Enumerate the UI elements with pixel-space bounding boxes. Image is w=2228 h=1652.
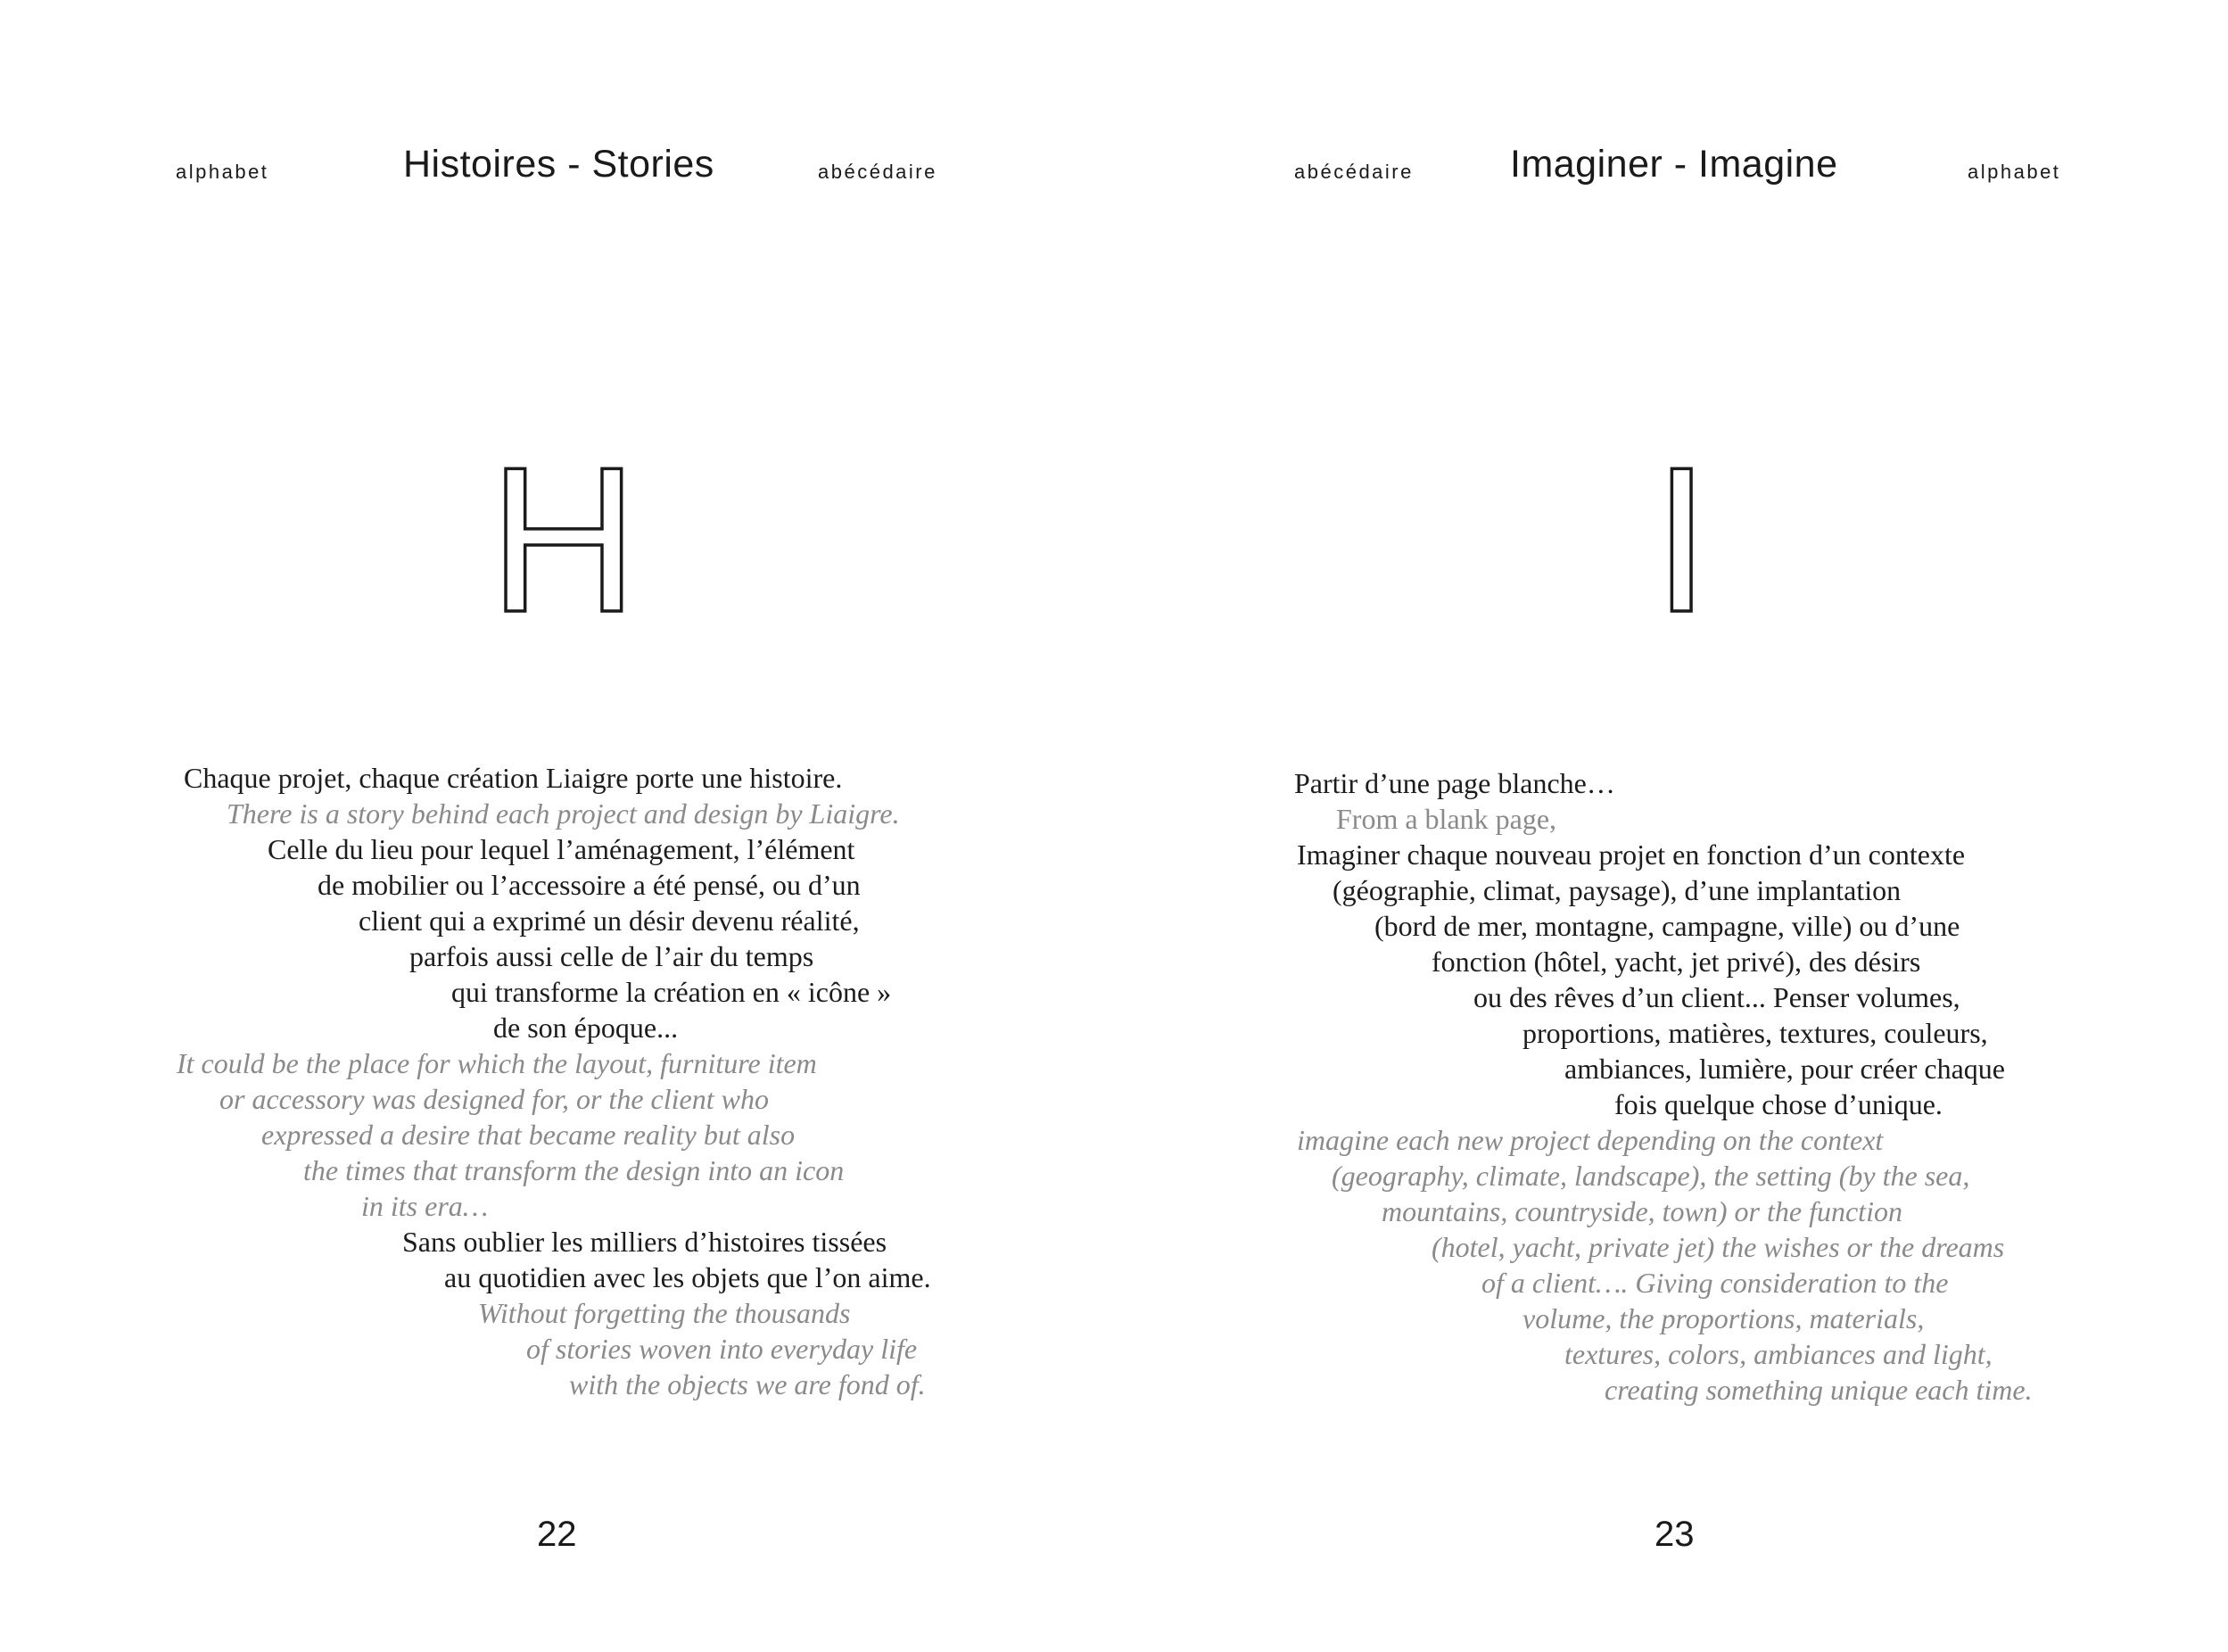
text-line: From a blank page,: [1336, 803, 1557, 835]
text-line: fois quelque chose d’unique.: [1614, 1088, 1943, 1120]
text-line: with the objects we are fond of.: [569, 1368, 926, 1400]
text-line: de mobilier ou l’accessoire a été pensé, ou d’un: [318, 869, 861, 901]
text-line: fonction (hôtel, yacht, jet privé), des désirs: [1432, 946, 1921, 978]
text-line: client qui a exprimé un désir devenu réalité,: [359, 904, 860, 937]
header-left-label: abécédaire: [1294, 161, 1414, 183]
text-line: the times that transform the design into an icon: [303, 1154, 845, 1186]
text-line: de son époque...: [493, 1012, 679, 1044]
header-right-label: alphabet: [1968, 161, 2061, 183]
outline-letter: H: [489, 425, 639, 656]
text-line: Without forgetting the thousands: [478, 1297, 851, 1329]
text-line: (géographie, climat, paysage), d’une implantation: [1333, 874, 1902, 906]
text-line: ou des rêves d’un client... Penser volumes,: [1473, 981, 1960, 1013]
header-left-label: alphabet: [176, 161, 269, 183]
text-line: volume, the proportions, materials,: [1522, 1302, 1925, 1334]
text-line: creating something unique each time.: [1605, 1374, 2033, 1406]
text-line: parfois aussi celle de l’air du temps: [409, 940, 814, 972]
text-line: au quotidien avec les objets que l’on aime.: [444, 1261, 931, 1293]
text-line: Partir d’une page blanche…: [1294, 767, 1615, 799]
text-line: Sans oublier les milliers d’histoires tissées: [402, 1226, 887, 1258]
text-line: (geography, climate, landscape), the setting (by the sea,: [1332, 1160, 1970, 1192]
page-number: 23: [1654, 1515, 1695, 1554]
page-title: Imaginer - Imagine: [1510, 143, 1838, 186]
text-line: Celle du lieu pour lequel l’aménagement, l’élément: [268, 833, 855, 865]
text-line: (bord de mer, montagne, campagne, ville) ou d’une: [1374, 910, 1960, 942]
right-page: [1114, 0, 2228, 1652]
text-line: of a client…. Giving consideration to the: [1481, 1267, 1949, 1299]
text-line: imagine each new project depending on the context: [1297, 1124, 1884, 1156]
text-line: in its era…: [361, 1190, 489, 1222]
text-line: or accessory was designed for, or the client who: [219, 1083, 769, 1115]
text-line: mountains, countryside, town) or the function: [1382, 1195, 1902, 1227]
text-line: There is a story behind each project and design by Liaigre.: [227, 797, 900, 830]
text-line: Imaginer chaque nouveau projet en fonction d’un contexte: [1297, 838, 1966, 871]
text-line: It could be the place for which the layout, furniture item: [177, 1047, 817, 1079]
text-line: of stories woven into everyday life: [526, 1333, 918, 1365]
text-line: expressed a desire that became reality but also: [261, 1119, 796, 1151]
header-right-label: abécédaire: [818, 161, 937, 183]
page-title: Histoires - Stories: [403, 143, 714, 186]
outline-letter: I: [1653, 425, 1711, 656]
text-line: qui transforme la création en « icône »: [451, 976, 892, 1008]
text-line: ambiances, lumière, pour créer chaque: [1564, 1053, 2005, 1085]
text-line: proportions, matières, textures, couleurs,: [1522, 1017, 1988, 1049]
page-number: 22: [537, 1515, 577, 1554]
text-line: Chaque projet, chaque création Liaigre porte une histoire.: [184, 762, 843, 794]
text-line: textures, colors, ambiances and light,: [1564, 1338, 1993, 1370]
text-line: (hotel, yacht, private jet) the wishes or the dreams: [1432, 1231, 2005, 1263]
